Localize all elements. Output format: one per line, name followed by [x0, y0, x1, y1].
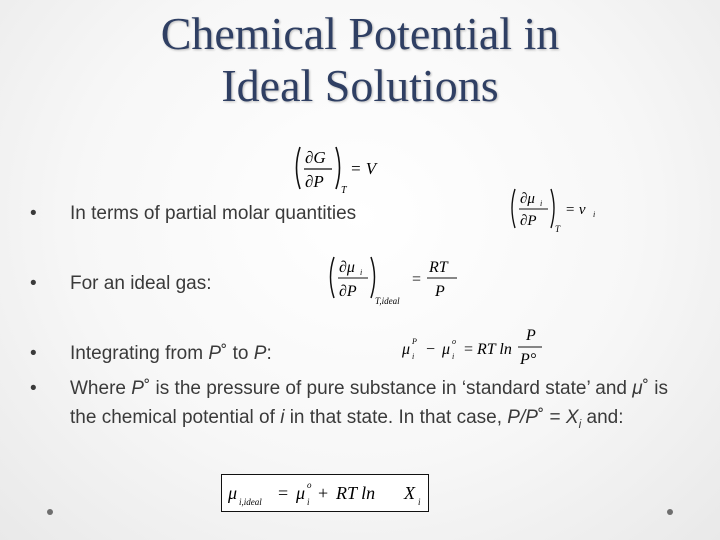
slide-title [0, 8, 720, 112]
corner-dot-left [47, 509, 53, 515]
eq4-mu-b-sub: i [452, 352, 455, 361]
eq2-rhs-sub: i [593, 210, 596, 219]
bullet-dot: • [30, 273, 37, 294]
bullet-text-part: μ [632, 378, 643, 399]
bullet-text [70, 374, 690, 439]
bullet-text-part: P [253, 343, 267, 364]
bullet-partial-molar [30, 203, 356, 225]
eq3-equals: = [412, 271, 422, 288]
bullet-dot: • [30, 343, 37, 364]
eq4-frac-numerator: P [526, 327, 536, 344]
eq5-mu-b-sup: o [307, 480, 312, 490]
eq4-equals: = [464, 341, 474, 358]
eq5-mu-a-sub: i,ideal [239, 497, 262, 507]
slide-title-line-2: Ideal Solutions [221, 60, 499, 111]
eq2-subscript: T [555, 224, 561, 234]
bullet-text-part: = [544, 407, 566, 428]
boxed-equation-ideal-solution [221, 474, 429, 512]
bullet-text-part: ˚ [537, 407, 545, 428]
eq4-mu-a-sup: P [412, 337, 417, 346]
bullet-text-part: P [208, 343, 222, 364]
eq3-rhs-numerator: RT [429, 259, 448, 276]
bullet-text-part: P/P [507, 407, 538, 428]
bullet-standard-state [30, 374, 690, 439]
eq3-numerator-sub: i [360, 268, 363, 277]
eq4-mu-a-sub: i [412, 352, 415, 361]
eq4-frac-denominator: P° [520, 351, 537, 368]
bullet-dot: • [30, 378, 37, 399]
eq4-mu-a: μ [402, 341, 411, 358]
eq5-x: X [404, 483, 415, 503]
eq5-rt-ln: RT ln [336, 483, 376, 503]
bullet-text: For an ideal gas: [70, 273, 212, 294]
bullet-integrating [30, 343, 272, 365]
equation-dG-dP [292, 143, 392, 197]
eq3-subscript: T,ideal [375, 296, 400, 306]
bullet-text-part: i [280, 407, 285, 428]
eq5-plus: + [318, 483, 329, 503]
bullet-text-part: X [565, 407, 579, 428]
eq5-mu-b: μ [296, 483, 306, 503]
bullet-dot: • [30, 203, 37, 224]
equation-integrated [400, 322, 550, 372]
eq5-x-sub: i [418, 497, 421, 507]
eq3-rhs-denominator: P [435, 283, 445, 300]
bullet-text-part: Integrating from [70, 343, 209, 364]
eq3-denominator: ∂P [339, 283, 357, 300]
eq4-rt-ln: RT ln [477, 341, 512, 358]
equation-ideal-solution [222, 475, 428, 511]
eq2-denominator: ∂P [520, 213, 537, 229]
eq2-numerator-sub: i [540, 199, 543, 208]
bullet-text-part: to [227, 343, 254, 364]
eq4-mu-b: μ [442, 341, 451, 358]
eq1-rhs: = V [350, 159, 377, 178]
bullet-text-part: ˚ [221, 343, 228, 364]
eq1-denominator: ∂P [305, 172, 324, 191]
eq5-mu-b-sub: i [307, 497, 310, 507]
eq2-rhs: = v [565, 202, 586, 218]
eq4-mu-b-sup: o [452, 337, 456, 346]
slide-title-line-1: Chemical Potential in [160, 8, 560, 59]
bullet-text-part: : [266, 343, 272, 364]
eq5-equals: = [278, 483, 289, 503]
eq3-numerator: ∂μ [339, 259, 355, 276]
bullet-text-part: in that state. In that case, [284, 407, 508, 428]
eq4-minus: − [426, 341, 436, 358]
eq1-subscript: T [341, 185, 347, 196]
bullet-text-part: is the pressure of pure substance in ‘standard state’ and [150, 378, 633, 399]
eq5-mu-a: μ [228, 483, 238, 503]
equation-dmu-dP [508, 186, 603, 236]
eq1-numerator: ∂G [305, 148, 326, 167]
bullet-text-part: ˚ [642, 378, 649, 399]
bullet-text-part: ˚ [143, 378, 151, 399]
bullet-text-part: P [131, 378, 144, 399]
bullet-text-part: and: [581, 407, 624, 428]
bullet-text-part: i [578, 416, 582, 431]
bullet-ideal-gas [30, 273, 212, 295]
bullet-text-part: Where [70, 378, 132, 399]
equation-ideal-gas [326, 254, 466, 308]
bullet-text-part: is the chemical potential of [70, 378, 668, 428]
corner-dot-right [667, 509, 673, 515]
bullet-text: In terms of partial molar quantities [70, 203, 357, 224]
eq2-numerator: ∂μ [520, 191, 535, 207]
